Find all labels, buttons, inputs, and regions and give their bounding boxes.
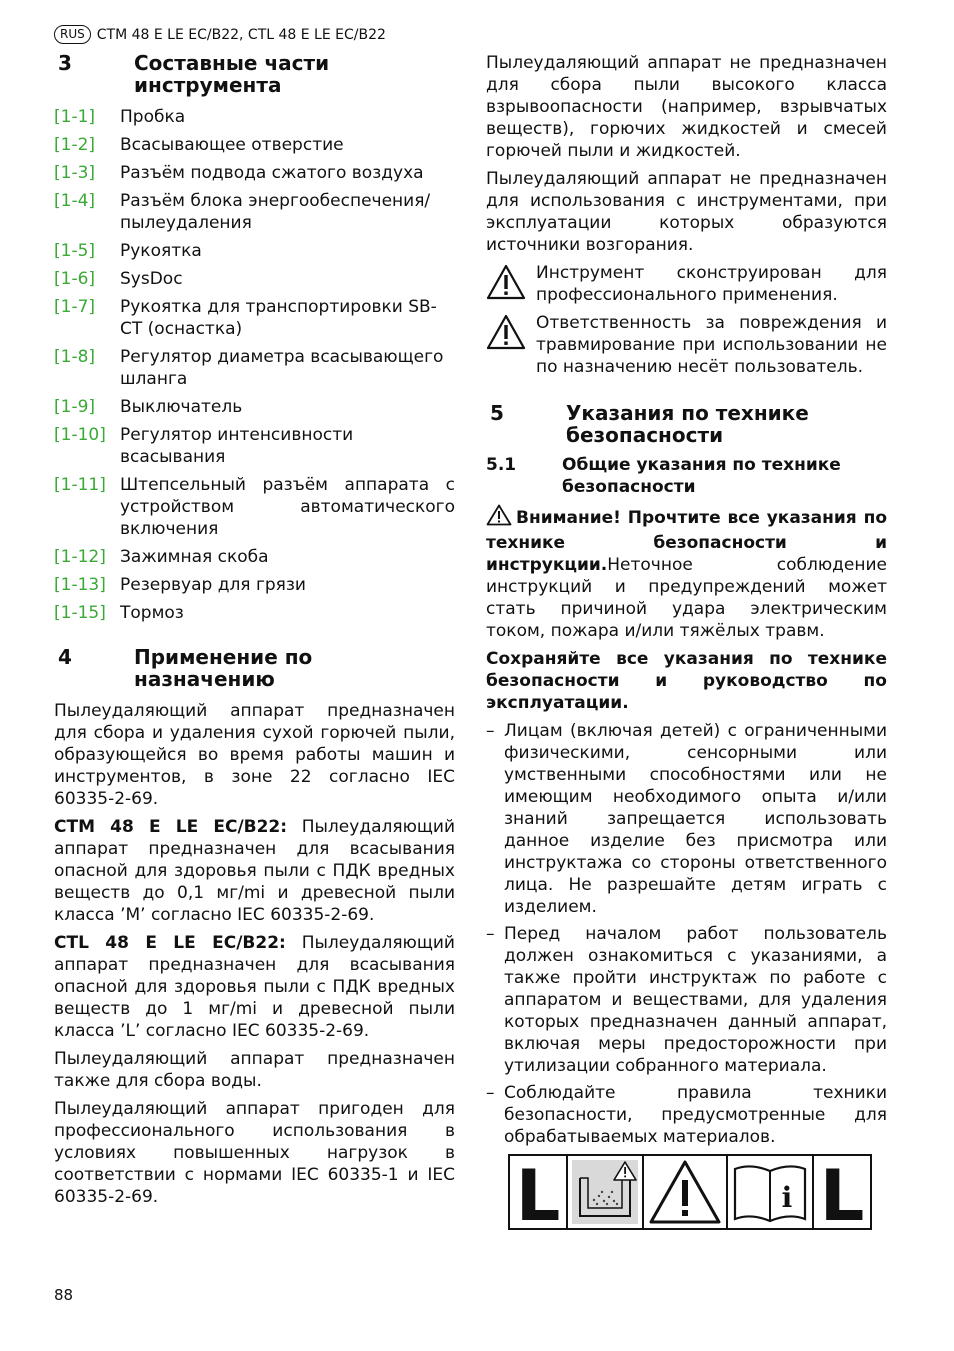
ignition-sources-paragraph: Пылеудаляющий аппарат не предназначен для использования с инструментами, при эксплуатации которых образуются источники возгорания. (486, 169, 887, 255)
manual-book-icon (731, 1159, 809, 1225)
section-title: Указания по технике безопасности (566, 401, 809, 447)
right-column (486, 52, 887, 1154)
professional-use-paragraph: Пылеудаляющий аппарат пригоден для профессионального использования в условиях повышенных нагрузок в соответствии с нормами IEC 60335-1 и IEC 60335-2-69. (54, 1099, 455, 1207)
section-title: Применение по назначению (134, 645, 313, 691)
bullet-dash: – (486, 924, 495, 944)
ctm-paragraph (54, 816, 455, 926)
section-number: 5 (490, 401, 504, 425)
dust-class-l-symbol (814, 1156, 870, 1228)
warning-triangle-icon (647, 1158, 723, 1226)
part-ref: [1-5] (54, 241, 96, 261)
part-ref: [1-4] (54, 191, 96, 211)
general-warning-symbol (644, 1156, 728, 1228)
intended-use-paragraph: Пылеудаляющий аппарат предназначен для сбора и удаления сухой горючей пыли, образующейся во время работы машин и инструментов, в зоне 22 согласно IEC 60335-2-69. (54, 701, 455, 809)
explosive-dust-paragraph: Пылеудаляющий аппарат не предназначен для сбора пыли высокого класса взрывоопасности (например, взрывчатых веществ), горючих жидкостей и смесей горючей пыли и жидкостей. (486, 53, 887, 161)
bullet-dash: – (486, 1083, 495, 1103)
warning-triangle-icon (486, 504, 512, 532)
model-title: CTM 48 E LE EC/B22, CTL 48 E LE EC/B22 (96, 26, 386, 43)
dust-hazard-symbol (568, 1156, 644, 1228)
subsection-5-1-heading (486, 454, 887, 498)
part-ref: [1-10] (54, 425, 106, 445)
list-item (54, 424, 455, 468)
part-ref: [1-2] (54, 135, 96, 155)
bullet-text: Соблюдайте правила техники безопасности, предусмотренные для обрабатываемых материалов. (504, 1083, 887, 1147)
section-4-heading (54, 646, 455, 690)
safety-symbols-strip (508, 1154, 872, 1230)
warning-block (486, 262, 887, 306)
part-label: Резервуар для грязи (120, 575, 306, 595)
part-label: Регулятор диаметра всасывающего шланга (120, 347, 444, 389)
part-label: Штепсельный разъём аппарата с устройством автоматического включения (120, 475, 455, 539)
attention-paragraph (486, 504, 887, 642)
list-item (54, 268, 455, 290)
country-code-badge: RUS (54, 25, 91, 44)
left-column (54, 52, 455, 1214)
part-ref: [1-9] (54, 397, 96, 417)
bullet-dash: – (486, 721, 495, 741)
page-number: 88 (54, 1286, 74, 1304)
parts-list (54, 106, 455, 624)
ctl-model-label: CTL 48 E LE EC/B22: (54, 933, 286, 953)
warning-block (486, 312, 887, 378)
manual-info-letter: i (781, 1181, 793, 1214)
part-ref: [1-3] (54, 163, 96, 183)
list-item (54, 134, 455, 156)
ctm-model-label: CTM 48 E LE EC/B22: (54, 817, 288, 837)
class-letter-left-graphic (511, 1156, 565, 1228)
part-label: Регулятор интенсивности всасывания (120, 425, 354, 467)
read-manual-symbol (728, 1156, 814, 1228)
attention-text: Неточное соблюдение инструкций и предупреждений может стать причиной удара электрическим током, пожара и/или тяжёлых травм. (486, 555, 887, 641)
attention-bold-text: Внимание! Прочтите все указания по технике безопасности и инструкции. (486, 508, 887, 575)
bullet-text: Перед началом работ пользователь должен ознакомиться с указаниями, а также пройти инструктаж по работе с аппаратом и веществами, для удаления которых предназначен данный аппарат, включая меры предосторожности при утилизации собранного материала. (504, 924, 887, 1076)
list-item (54, 240, 455, 262)
ctm-text: Пылеудаляющий аппарат предназначен для всасывания опасной для здоровья пыли с ПДК вредных веществ до 0,1 мг/mі и древесной пыли класса ’M’ согласно IEC 60335-2-69. (54, 817, 455, 925)
section-3-heading (54, 52, 455, 96)
safety-bullet-list (486, 720, 887, 1148)
warning-triangle-icon (486, 262, 536, 306)
class-letter-left: L (515, 1156, 561, 1228)
keep-instructions-paragraph: Сохраняйте все указания по технике безопасности и руководство по эксплуатации. (486, 649, 887, 713)
list-item (54, 162, 455, 184)
list-item (54, 190, 455, 234)
ctl-text: Пылеудаляющий аппарат предназначен для всасывания опасной для здоровья пыли с ПДК вредных веществ до 1 мг/mі и древесной пыли класса ’L’ согласно IEC 60335-2-69. (54, 933, 455, 1041)
list-item (54, 602, 455, 624)
part-label: SysDoc (120, 269, 183, 289)
list-item (54, 546, 455, 568)
part-label: Тормоз (120, 603, 184, 623)
part-label: Всасывающее отверстие (120, 135, 344, 155)
part-ref: [1-1] (54, 107, 96, 127)
class-letter-right: L (819, 1156, 865, 1228)
part-ref: [1-6] (54, 269, 96, 289)
dust-container-warning-icon (570, 1158, 640, 1226)
part-label: Разъём блока энергообеспечения/ пылеудаления (120, 191, 431, 233)
list-item (54, 574, 455, 596)
page-header (54, 25, 386, 44)
list-item (54, 106, 455, 128)
dust-class-l-symbol (510, 1156, 568, 1228)
list-item (54, 346, 455, 390)
list-item (486, 720, 887, 918)
ctl-paragraph (54, 932, 455, 1042)
part-label: Зажимная скоба (120, 547, 269, 567)
section-5-heading (486, 402, 887, 446)
warning-text: Ответственность за повреждения и травмирование при использовании не по назначению несёт пользователь. (536, 313, 887, 377)
list-item (486, 1082, 887, 1148)
part-ref: [1-12] (54, 547, 106, 567)
warning-triangle-icon (486, 312, 536, 378)
class-letter-right-graphic (815, 1156, 869, 1228)
subsection-title: Общие указания по технике безопасности (562, 455, 841, 497)
section-number: 3 (58, 51, 72, 75)
section-number: 4 (58, 645, 72, 669)
part-ref: [1-11] (54, 475, 106, 495)
list-item (54, 296, 455, 340)
list-item (54, 396, 455, 418)
part-ref: [1-8] (54, 347, 96, 367)
water-paragraph: Пылеудаляющий аппарат предназначен также для сбора воды. (54, 1049, 455, 1091)
part-label: Рукоятка (120, 241, 202, 261)
list-item (54, 474, 455, 540)
list-item (486, 923, 887, 1077)
part-label: Рукоятка для транспортировки SB-CT (оснастка) (120, 297, 437, 339)
part-ref: [1-13] (54, 575, 106, 595)
subsection-number: 5.1 (486, 455, 517, 475)
part-label: Выключатель (120, 397, 243, 417)
bullet-text: Лицам (включая детей) с ограниченными физическими, сенсорными или умственными способностями или не имеющим необходимого опыта и/или знаний запрещается использовать данное изделие без присмотра или инструктажа со стороны ответственного лица. Не разрешайте детям играть с изделием. (504, 721, 887, 917)
part-ref: [1-7] (54, 297, 96, 317)
section-title: Составные части инструмента (134, 51, 330, 97)
warning-text: Инструмент сконструирован для профессионального применения. (536, 263, 887, 305)
part-ref: [1-15] (54, 603, 106, 623)
part-label: Разъём подвода сжатого воздуха (120, 163, 424, 183)
part-label: Пробка (120, 107, 186, 127)
